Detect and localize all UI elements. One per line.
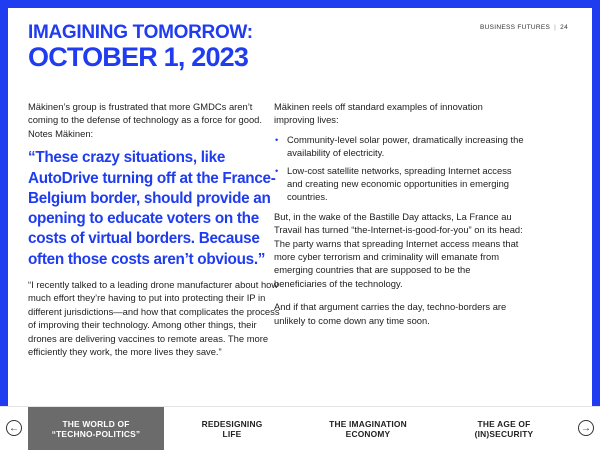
left-body: “I recently talked to a leading drone manufacturer about how much effort they’re having to put into protecting their IP in different jurisdictions—and how that complicates the process of improving their technology. Among other things, their drones are delivering vaccines to remote areas. The more efficiently they work, the more lives they save.” xyxy=(28,279,280,358)
nav-tab-imagination-economy[interactable]: THE IMAGINATION ECONOMY xyxy=(329,418,407,439)
arrow-right-icon[interactable]: → xyxy=(578,420,594,436)
arrow-left-icon[interactable]: ← xyxy=(6,420,22,436)
running-header xyxy=(480,24,568,31)
bullet-icon: • xyxy=(275,164,279,176)
right-paragraph-2: And if that argument carries the day, techno-borders are unlikely to come down any time soon. xyxy=(274,301,507,326)
left-column xyxy=(28,100,280,358)
page-title-line2: OCTOBER 1, 2023 xyxy=(28,42,249,72)
right-column xyxy=(274,100,524,327)
page-title-line1: IMAGINING TOMORROW: xyxy=(28,22,253,43)
bullet-icon: • xyxy=(275,133,279,145)
bullet-list xyxy=(274,133,524,204)
nav-tab-age-of-insecurity[interactable]: THE AGE OF (IN)SECURITY xyxy=(474,418,534,439)
right-intro: Mäkinen reels off standard examples of innovation improving lives: xyxy=(274,101,483,126)
section-name: BUSINESS FUTURES xyxy=(479,24,551,31)
nav-tab-techno-politics[interactable]: THE WORLD OF “TECHNO-POLITICS” xyxy=(28,407,164,450)
bottom-navigation xyxy=(0,406,600,450)
list-item: • Low-cost satellite networks, spreading Internet access and creating new economic opportunities in emerging countries. xyxy=(275,164,512,203)
page-content xyxy=(8,8,592,406)
header-separator: | xyxy=(554,24,557,31)
page-number: 24 xyxy=(560,24,568,31)
left-intro: Mäkinen’s group is frustrated that more GMDCs aren’t coming to the defense of technology as a force for good. Notes Mäkinen: xyxy=(28,101,263,139)
list-item: • Community-level solar power, dramatically increasing the availability of electricity. xyxy=(275,133,524,159)
nav-tab-redesigning-life[interactable]: REDESIGNING LIFE xyxy=(201,418,263,439)
pull-quote: “These crazy situations, like AutoDrive turning off at the France-Belgium border, should provide an opening to educate voters on the costs of virtual borders. Because often those costs aren’t obvious.” xyxy=(28,149,276,268)
right-paragraph-1: But, in the wake of the Bastille Day attacks, La France au Travail has turned “the-Internet-is-good-for-you” on its head: The party warns that spreading Internet access means that more cyber terrorism and criminality will emanate from emerging countries that are supposed to be the beneficiaries of the technology. xyxy=(274,210,523,289)
